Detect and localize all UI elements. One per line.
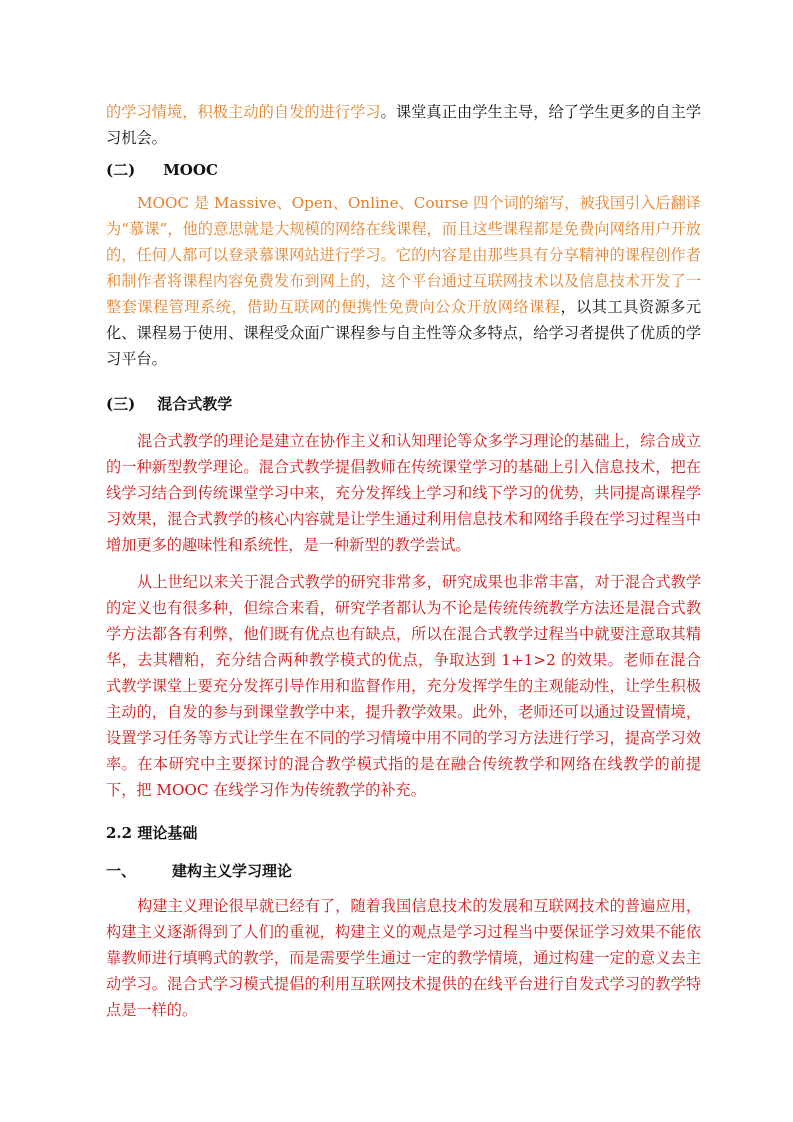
- mooc-orange-text: MOOC 是 Massive、Open、Online、Course 四个词的缩写，被我国引入后翻译为“慕课”，他的意思就是大规模的网络在线课程，而且这些课程都是免费向网络用户开放的，任何人都可以登录慕课网站进行学习。它的内容是由那些具有分享精神的课程创作者和制作者将课程内容免费发布到网上的，这个平台通过互联网技术以及信息技术开发了一整套课程管理系统，借助互联网的便携性免费向公众开放网络课程: [106, 194, 701, 316]
- mooc-paragraph-block: [106, 190, 701, 372]
- mooc-paragraph: [106, 190, 701, 372]
- heading-theory-basis: [106, 822, 197, 844]
- intro-paragraph-block: [106, 99, 701, 151]
- constructivism-paragraph: 构建主义理论很早就已经有了，随着我国信息技术的发展和互联网技术的普遍应用，构建主义逐渐得到了人们的重视，构建主义的观点是学习过程当中要保证学习效果不能依靠教师进行填鸭式的教学，而是需要学生通过一定的教学情境，通过构建一定的意义去主动学习。混合式学习模式提倡的利用互联网技术提供的在线平台进行自发式学习的教学特点是一样的。: [106, 897, 701, 1019]
- blended-paragraph-1: 混合式教学的理论是建立在协作主义和认知理论等众多学习理论的基础上，综合成立的一种新型教学理论。混合式教学提倡教师在传统课堂学习的基础上引入信息技术，把在线学习结合到传统课堂学习中来，充分发挥线上学习和线下学习的优势，共同提高课程学习效果，混合式教学的核心内容就是让学生通过利用信息技术和网络手段在学习过程当中增加更多的趣味性和系统性，是一种新型的教学尝试。: [106, 432, 701, 554]
- heading-constructivism-title: 建构主义学习理论: [172, 862, 293, 880]
- heading-blended: [106, 393, 232, 415]
- constructivism-paragraph-block: [106, 893, 701, 1023]
- blended-paragraph-2-block: [106, 569, 701, 803]
- heading-blended-title: 混合式教学: [157, 395, 233, 413]
- mooc-black-text: ，以其工具资源多元化、课程易于使用、课程受众面广课程参与自主性等众多特点，给学习者提供了优质的学习平台。: [106, 298, 702, 368]
- heading-mooc: [106, 159, 218, 181]
- heading-mooc-title: MOOC: [163, 161, 218, 179]
- blended-paragraph-1-block: [106, 428, 701, 558]
- heading-constructivism-number: 一、: [106, 862, 137, 880]
- heading-constructivism: [106, 860, 292, 882]
- blended-paragraph-2: 从上世纪以来关于混合式教学的研究非常多，研究成果也非常丰富，对于混合式教学的定义也有很多种，但综合来看，研究学者都认为不论是传统传统教学方法还是混合式教学方法都各有利弊，他们既有优点也有缺点，所以在混合式教学过程当中就要注意取其精华，去其糟粕，充分结合两种教学模式的优点，争取达到 1+1>2 的效果。老师在混合式教学课堂上要充分发挥引导作用和监督作用，充分发挥学生的主观能动性，让学生积极主动的，自发的参与到课堂教学中来，提升教学效果。此外，老师还可以通过设置情境，设置学习任务等方式让学生在不同的学习情境中用不同的学习方法进行学习，提高学习效率。在本研究中主要探讨的混合教学模式指的是在融合传统教学和网络在线教学的前提下，把 MOOC 在线学习作为传统教学的补充。: [106, 573, 701, 799]
- intro-orange-text: 的学习情境，积极主动的自发的进行学习: [106, 103, 381, 121]
- heading-blended-number: (三): [106, 395, 136, 413]
- intro-paragraph: [106, 99, 701, 151]
- intro-black-text: 。课堂真正由学生主导，给了学生更多的自主学习机会。: [106, 103, 702, 147]
- heading-mooc-number: (二): [106, 161, 136, 179]
- heading-theory-title: 2.2 理论基础: [106, 824, 198, 842]
